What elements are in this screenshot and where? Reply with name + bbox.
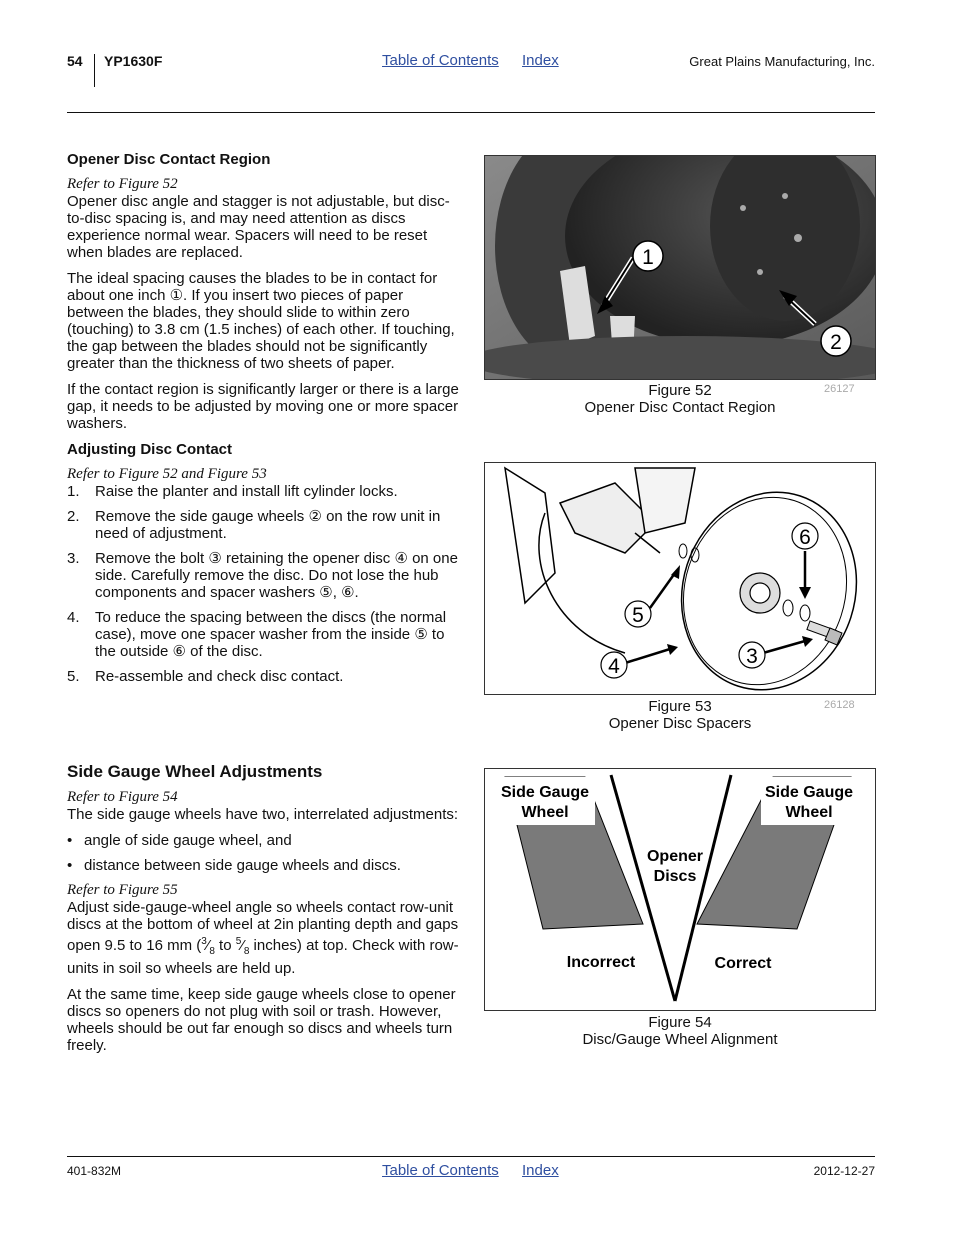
page-number: 54 (67, 53, 83, 69)
figure-52-image (484, 155, 876, 380)
figure-53-image (484, 462, 876, 695)
left-column (67, 151, 459, 693)
footer-rule (67, 1156, 875, 1157)
step-number: 2. (67, 508, 80, 525)
figure-52-caption (484, 382, 876, 416)
callout-3: 3 (746, 645, 758, 668)
fraction-denominator: 8 (209, 946, 215, 957)
step-text: Raise the planter and install lift cylinder locks. (95, 483, 398, 500)
step-number: 5. (67, 668, 80, 685)
figure-number: Figure 54 (648, 1014, 712, 1031)
list-item (67, 508, 459, 542)
opener-discs-label-line2: Discs (653, 868, 697, 885)
step-number: 3. (67, 550, 80, 567)
list-item (67, 609, 459, 660)
callout-5: 5 (632, 604, 644, 627)
list-item (67, 550, 459, 601)
text-run: to (214, 937, 236, 954)
figure-title: Disc/Gauge Wheel Alignment (582, 1031, 778, 1048)
fraction-numerator: 3 (201, 936, 207, 947)
left-gauge-label-line2: Wheel (521, 804, 569, 821)
doc-number: 401-832M (67, 1164, 122, 1178)
index-link[interactable]: Index (522, 52, 559, 69)
company-name: Great Plains Manufacturing, Inc. (689, 54, 875, 69)
opener-disc-photo (485, 156, 875, 379)
fraction-denominator: 8 (243, 946, 250, 957)
reference-note: Refer to Figure 52 and Figure 53 (67, 466, 267, 482)
left-gauge-label-line1: Side Gauge (500, 784, 590, 801)
toc-link[interactable]: Table of Contents (382, 52, 499, 69)
disc-spacers-drawing (485, 463, 875, 694)
heading-adjusting-disc-contact: Adjusting Disc Contact (67, 441, 233, 458)
paragraph: The ideal spacing causes the blades to be in contact for about one inch ①. If you insert two pieces of paper between the blades, they should slide to within zero (touching) to 3.8 cm (1.5 inches) of each other. If touching, the gap between the blades should not be significantly greater than the thickness of two sheets of paper. (67, 270, 455, 372)
callout-6: 6 (799, 526, 811, 549)
figure-id: 26128 (824, 699, 855, 711)
figure-title: Opener Disc Spacers (608, 715, 752, 732)
left-column-lower (67, 763, 459, 1054)
paragraph: At the same time, keep side gauge wheels close to opener discs so openers do not plug with soil or trash. However, wheels should be out far enough so discs and wheels turn freely. (67, 986, 456, 1054)
text-run: Adjust side-gauge-wheel angle so wheels contact row-unit discs at the bottom of wheel at 2in planting depth and gaps open 9.5 to 16 mm ( (67, 899, 459, 954)
figure-number: Figure 53 (648, 698, 712, 715)
right-gauge-label-line1: Side Gauge (764, 784, 854, 801)
header-rule (67, 112, 875, 113)
step-number: 1. (67, 483, 80, 500)
list-item (67, 668, 459, 685)
text-run: inches) at top. Check with row-units in soil so wheels are held up. (67, 937, 459, 977)
step-text: Remove the bolt ③ retaining the opener disc ④ on one side. Carefully remove the disc. Do not lose the hub components and spacer washers ⑤, ⑥. (95, 550, 458, 601)
reference-note: Refer to Figure 54 (67, 789, 178, 805)
heading-opener-disc-contact-region: Opener Disc Contact Region (67, 151, 271, 168)
list-item: • angle of side gauge wheel, and (67, 832, 459, 849)
figure-id: 26127 (824, 383, 855, 395)
reference-note: Refer to Figure 52 (67, 176, 178, 192)
correct-label: Correct (714, 955, 772, 972)
callout-4: 4 (608, 655, 620, 678)
figure-title: Opener Disc Contact Region (584, 399, 776, 416)
callout-2: 2 (830, 331, 842, 354)
figure-54-image (484, 768, 876, 1011)
paragraph: If the contact region is significantly larger or there is a large gap, it needs to be adjusted by moving one or more spacer washers. (67, 381, 459, 432)
bullet-list (67, 832, 459, 874)
step-number: 4. (67, 609, 80, 626)
model-name: YP1630F (104, 53, 163, 69)
right-gauge-label-line2: Wheel (785, 804, 833, 821)
figure-number: Figure 52 (648, 382, 712, 399)
list-item: • distance between side gauge wheels and discs. (67, 857, 459, 874)
footer-index-link[interactable]: Index (522, 1162, 559, 1179)
incorrect-label: Incorrect (566, 954, 636, 971)
heading-side-gauge-wheel-adjustments: Side Gauge Wheel Adjustments (67, 762, 323, 781)
figure-54-caption (484, 1014, 876, 1048)
paragraph: The side gauge wheels have two, interrelated adjustments: (67, 806, 459, 823)
fraction-numerator: 5 (235, 936, 242, 947)
steps-list (67, 483, 459, 685)
step-text: To reduce the spacing between the discs (the normal case), move one spacer washer from the inside ⑤ to the outside ⑥ of the disc. (95, 609, 447, 660)
header-divider (94, 54, 95, 87)
reference-note: Refer to Figure 55 (67, 882, 178, 898)
step-text: Re-assemble and check disc contact. (95, 668, 344, 685)
callout-1: 1 (642, 246, 654, 269)
paragraph: Opener disc angle and stagger is not adjustable, but disc-to-disc spacing is, and may need attention as discs experience normal wear. Spacers will need to be reset when blades are replaced. (67, 193, 450, 261)
footer-toc-link[interactable]: Table of Contents (382, 1162, 499, 1179)
step-text: Remove the side gauge wheels ② on the row unit in need of adjustment. (95, 508, 441, 542)
figure-53-caption (484, 698, 876, 732)
paragraph: Adjust side-gauge-wheel angle so wheels contact row-unit discs at the bottom of wheel at 2in planting depth and gaps open 9.5 to 16 mm ($^3⁄_8$ to $^5⁄_8$ inches) at top. Check with row-units in soil so wheels are held up. (67, 899, 459, 977)
opener-discs-label-line1: Opener (646, 848, 704, 865)
publish-date: 2012-12-27 (813, 1164, 875, 1178)
list-item (67, 483, 459, 500)
gauge-wheel-alignment-diagram (485, 769, 875, 1010)
